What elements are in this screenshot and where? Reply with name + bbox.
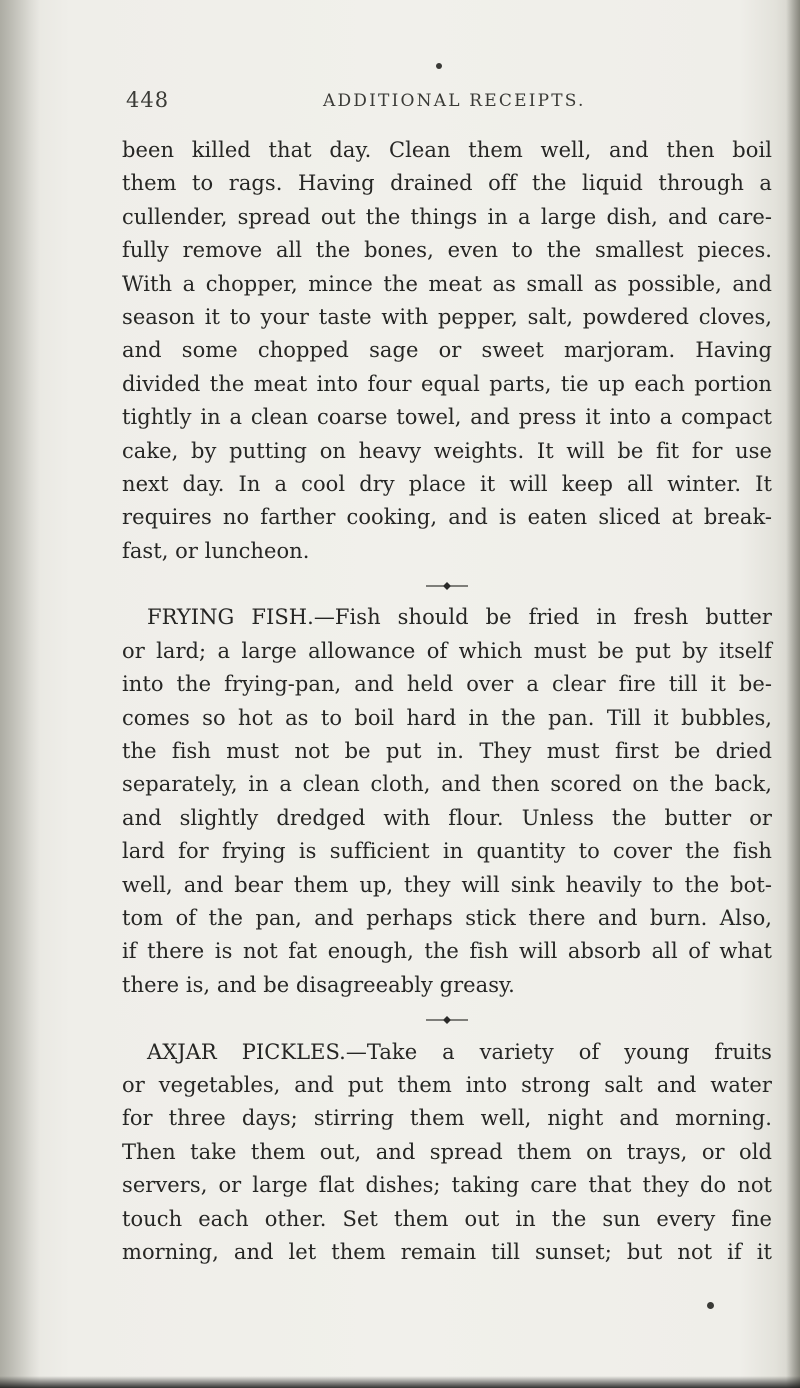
text-line: or vegetables, and put them into strong salt and water	[122, 1072, 772, 1097]
text-line: comes so hot as to boil hard in the pan. Till it bubbles,	[122, 705, 772, 730]
binding-shadow	[0, 0, 40, 1388]
text-line: lard for frying is sufficient in quantity to cover the fish	[122, 839, 772, 864]
text-line: With a chopper, mince the meat as small as possible, and	[122, 271, 772, 296]
text-line: them to rags. Having drained off the liquid through a	[122, 171, 772, 196]
text-line: requires no farther cooking, and is eaten sliced at break-	[122, 505, 772, 530]
text-line: FRYING FISH.—Fish should be fried in fresh butter	[147, 605, 772, 630]
text-line: servers, or large flat dishes; taking care that they do not	[122, 1173, 772, 1198]
text-line: cake, by putting on heavy weights. It will be fit for use	[122, 438, 772, 463]
text-line: next day. In a cool dry place it will keep all winter. It	[122, 471, 772, 496]
text-line: the fish must not be put in. They must first be dried	[122, 739, 772, 764]
text-line: if there is not fat enough, the fish will absorb all of what	[122, 939, 772, 964]
ink-speck	[707, 1302, 714, 1309]
text-line: been killed that day. Clean them well, and then boil	[122, 138, 772, 162]
page-number: 448	[126, 88, 170, 112]
text-line: tom of the pan, and perhaps stick there and burn. Also,	[122, 905, 772, 930]
ink-speck	[436, 63, 442, 69]
text-line: touch each other. Set them out in the sun every fine	[122, 1206, 772, 1231]
diamond-rule-icon	[426, 581, 468, 591]
text-line: well, and bear them up, they will sink heavily to the bot-	[122, 872, 772, 897]
text-line: separately, in a clean cloth, and then scored on the back,	[122, 772, 772, 797]
text-line: or lard; a large allowance of which must be put by itself	[122, 638, 772, 663]
text-line: into the frying-pan, and held over a clear fire till it be-	[122, 672, 772, 697]
page-header	[126, 88, 766, 118]
text-line: season it to your taste with pepper, salt, powdered cloves,	[122, 304, 772, 329]
page-edge-right	[786, 0, 800, 1388]
diamond-rule-icon	[426, 1015, 468, 1025]
text-line: fast, or luncheon.	[122, 538, 310, 563]
section-divider	[122, 1002, 772, 1035]
section-divider	[122, 568, 772, 601]
text-line: and some chopped sage or sweet marjoram. Having	[122, 338, 772, 363]
page-body	[122, 134, 772, 1269]
text-line: tightly in a clean coarse towel, and press it into a compact	[122, 405, 772, 430]
running-head: ADDITIONAL RECEIPTS.	[323, 91, 586, 111]
text-line: AXJAR PICKLES.—Take a variety of young fruits	[147, 1039, 772, 1064]
text-line: fully remove all the bones, even to the smallest pieces.	[122, 238, 772, 263]
text-line: there is, and be disagreeably greasy.	[122, 972, 515, 997]
page-edge-bottom	[0, 1376, 800, 1388]
text-line: morning, and let them remain till sunset; but not if it	[122, 1239, 772, 1264]
text-line: cullender, spread out the things in a large dish, and care-	[122, 204, 772, 229]
text-line: divided the meat into four equal parts, tie up each portion	[122, 371, 772, 396]
text-line: and slightly dredged with flour. Unless the butter or	[122, 805, 772, 830]
text-line: for three days; stirring them well, night and morning.	[122, 1106, 772, 1131]
text-line: Then take them out, and spread them on trays, or old	[122, 1139, 772, 1164]
